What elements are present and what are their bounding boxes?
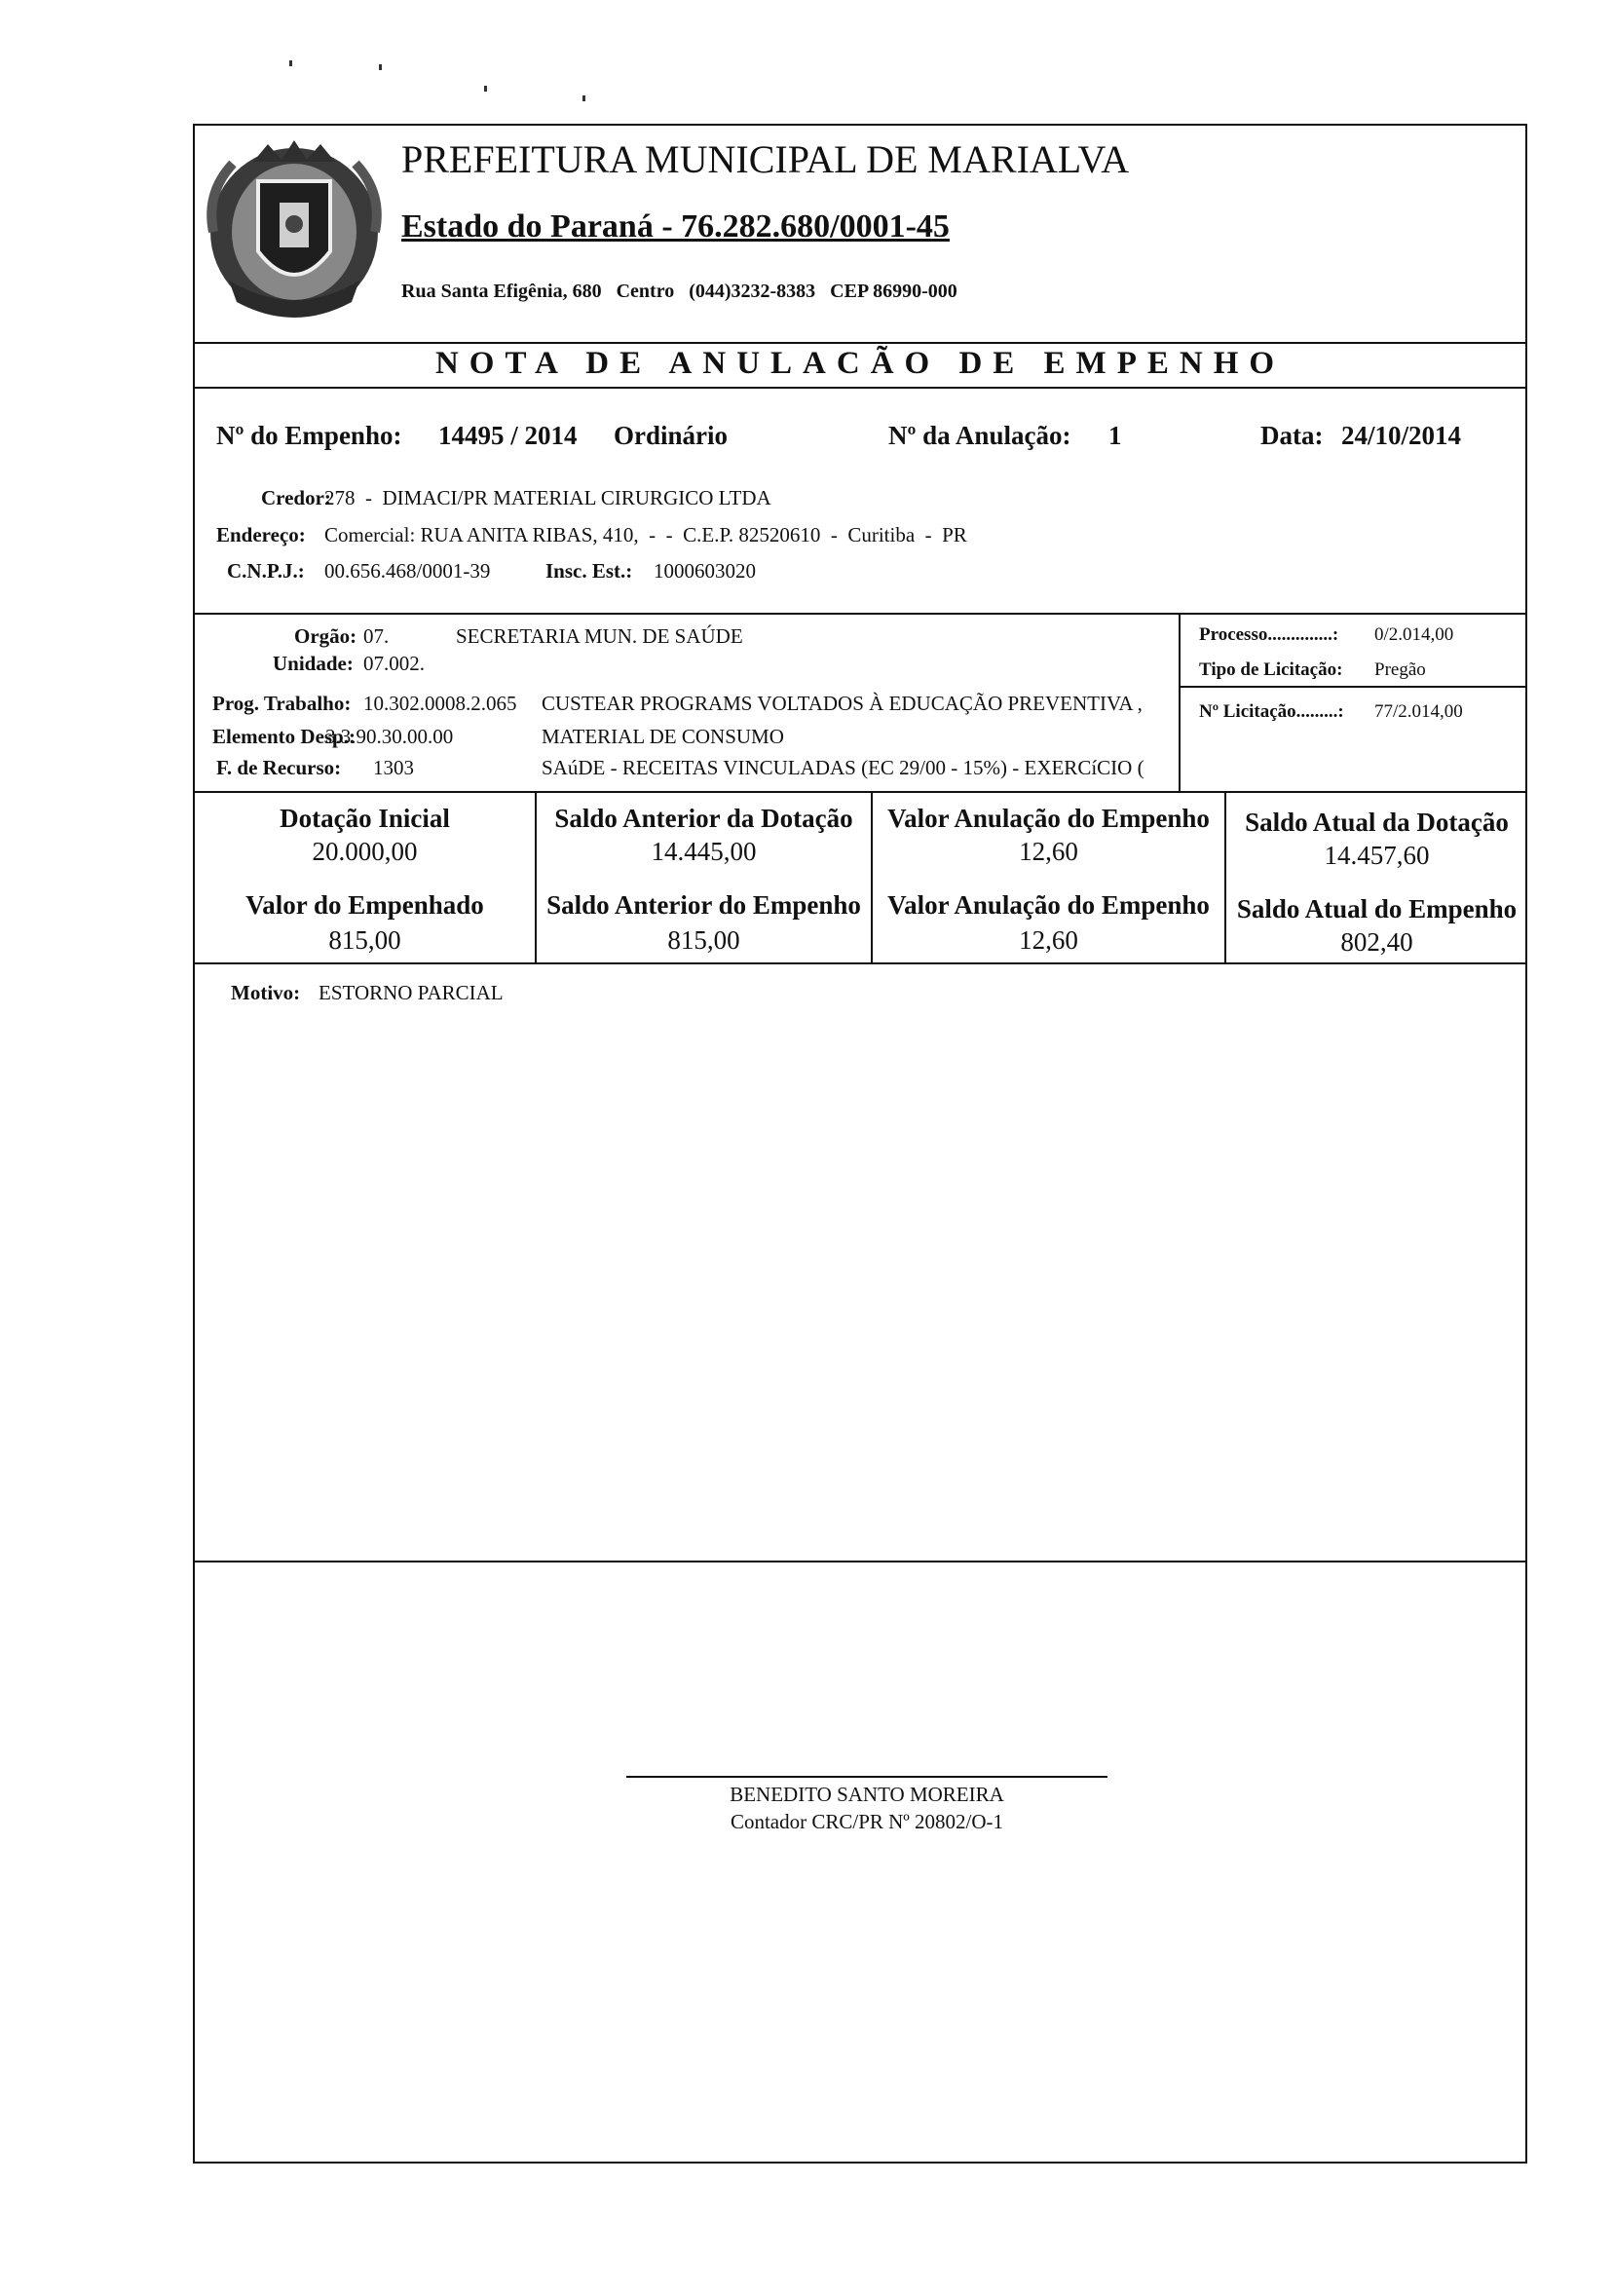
credor-label: Credor:: [261, 486, 331, 509]
orgao-name: SECRETARIA MUN. DE SAÚDE: [456, 624, 743, 648]
municipality-title: PREFEITURA MUNICIPAL DE MARIALVA: [401, 137, 1130, 181]
signatory-role: Contador CRC/PR Nº 20802/O-1: [730, 1810, 1004, 1833]
processo-value: 0/2.014,00: [1374, 624, 1454, 645]
divider: [193, 613, 1527, 615]
anulacao-number: 1: [1108, 421, 1122, 450]
recurso-name: SAúDE - RECEITAS VINCULADAS (EC 29/00 - 15%) - EXERCíCIO (: [542, 756, 1144, 779]
scan-mark: [289, 60, 292, 66]
saldo-anterior-dotacao-value: 14.445,00: [651, 837, 757, 866]
prog-label: Prog. Trabalho:: [212, 692, 352, 715]
saldo-atual-dotacao-value: 14.457,60: [1324, 841, 1430, 870]
valor-empenhado-header: Valor do Empenhado: [245, 890, 484, 920]
scan-mark: [379, 64, 382, 70]
empenho-label: Nº do Empenho:: [216, 421, 402, 450]
valor-anulacao-empenho-header: Valor Anulação do Empenho: [887, 890, 1210, 920]
licitacao-number-value: 77/2.014,00: [1374, 701, 1463, 722]
saldo-atual-dotacao-header: Saldo Atual da Dotação: [1245, 808, 1509, 837]
cnpj-value: 00.656.468/0001-39: [324, 559, 491, 583]
document-title: NOTA DE ANULACÃO DE EMPENHO: [434, 346, 1286, 381]
insc-value: 1000603020: [654, 559, 756, 583]
divider: [193, 387, 1527, 389]
dotacao-inicial-header: Dotação Inicial: [280, 804, 450, 833]
divider: [193, 791, 1527, 793]
divider: [193, 1561, 1527, 1562]
divider: [193, 962, 1527, 964]
recurso-code: 1303: [373, 756, 414, 779]
saldo-anterior-empenho-value: 815,00: [667, 925, 740, 955]
municipality-address: Rua Santa Efigênia, 680 Centro (044)3232-8383 CEP 86990-000: [401, 281, 957, 302]
signatory-name: BENEDITO SANTO MOREIRA: [730, 1783, 1004, 1806]
recurso-label: F. de Recurso:: [216, 756, 342, 779]
empenho-type: Ordinário: [614, 421, 729, 450]
endereco-label: Endereço:: [216, 523, 306, 546]
licitacao-number-label: Nº Licitação.........:: [1199, 701, 1344, 722]
elemento-code: 3.3.90.30.00.00: [325, 725, 454, 748]
unidade-label: Unidade:: [273, 652, 354, 675]
orgao-label: Orgão:: [294, 624, 357, 648]
elemento-name: MATERIAL DE CONSUMO: [542, 725, 784, 748]
date-value: 24/10/2014: [1341, 421, 1462, 450]
credor-value: 278 - DIMACI/PR MATERIAL CIRURGICO LTDA: [324, 486, 771, 509]
valor-anulacao-header: Valor Anulação do Empenho: [887, 804, 1210, 833]
unidade-code: 07.002.: [363, 652, 425, 675]
signature-line: [626, 1776, 1107, 1778]
cnpj-label: C.N.P.J.:: [227, 559, 305, 583]
valor-empenhado-value: 815,00: [328, 925, 401, 955]
anulacao-label: Nº da Anulação:: [888, 421, 1071, 450]
scan-mark: [582, 95, 585, 101]
divider: [193, 342, 1527, 344]
dotacao-inicial-value: 20.000,00: [312, 837, 418, 866]
empenho-number: 14495 / 2014: [438, 421, 578, 450]
saldo-anterior-dotacao-header: Saldo Anterior da Dotação: [554, 804, 853, 833]
crest-icon: [200, 134, 390, 334]
saldo-atual-empenho-header: Saldo Atual do Empenho: [1236, 894, 1518, 923]
valor-anulacao-empenho-value: 12,60: [1019, 925, 1078, 955]
saldo-anterior-empenho-header: Saldo Anterior do Empenho: [546, 890, 861, 920]
licitacao-type-value: Pregão: [1374, 659, 1426, 680]
divider: [1179, 613, 1181, 791]
scan-mark: [484, 86, 487, 92]
motivo-label: Motivo:: [231, 981, 301, 1004]
prog-code: 10.302.0008.2.065: [363, 692, 517, 715]
processo-label: Processo..............:: [1199, 624, 1339, 645]
saldo-atual-empenho-value: 802,40: [1340, 927, 1413, 957]
insc-label: Insc. Est.:: [545, 559, 633, 583]
motivo-value: ESTORNO PARCIAL: [319, 981, 504, 1004]
orgao-code: 07.: [363, 624, 390, 648]
valor-anulacao-value: 12,60: [1019, 837, 1078, 866]
endereco-value: Comercial: RUA ANITA RIBAS, 410, - - C.E.P. 82520610 - Curitiba - PR: [324, 523, 967, 546]
state-cnpj: Estado do Paraná - 76.282.680/0001-45: [401, 208, 950, 245]
licitacao-type-label: Tipo de Licitação:: [1199, 659, 1343, 680]
elemento-label: Elemento Desp.:: [212, 725, 356, 748]
divider: [1179, 686, 1527, 688]
date-label: Data:: [1260, 421, 1324, 450]
prog-name: CUSTEAR PROGRAMS VOLTADOS À EDUCAÇÃO PREVENTIVA ,: [542, 692, 1143, 715]
